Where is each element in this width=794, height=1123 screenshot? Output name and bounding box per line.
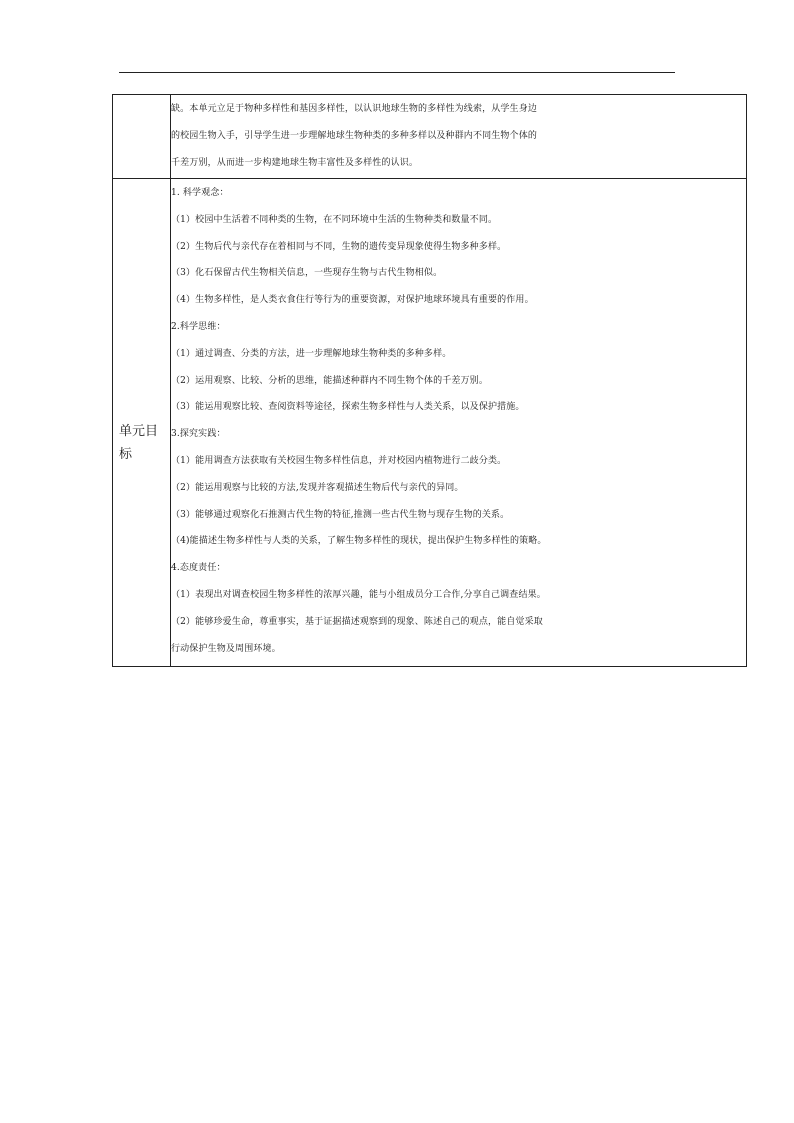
table-row-intro bbox=[113, 95, 747, 179]
header-rule bbox=[119, 72, 675, 73]
goal-heading: 3.探究实践： bbox=[171, 429, 226, 440]
table-row-goals bbox=[113, 179, 747, 667]
goals-label-cell bbox=[113, 179, 171, 667]
goal-heading: 2.科学思维： bbox=[171, 321, 226, 332]
goal-item: （1）通过调查、分类的方法，进一步理解地球生物种类的多种多样。 bbox=[171, 348, 452, 359]
goals-label: 单元目标 bbox=[119, 424, 159, 462]
goal-item: （3）化石保留古代生物相关信息，一些现存生物与古代生物相似。 bbox=[171, 268, 443, 279]
goal-item: （4)能描述生物多样性与人类的关系，了解生物多样性的现状，提出保护生物多样性的策略。 bbox=[171, 536, 547, 547]
goal-item: （1）校园中生活着不同种类的生物，在不同环境中生活的生物种类和数量不同。 bbox=[171, 214, 498, 225]
goal-item: （4）生物多样性，是人类衣食住行等行为的重要资源，对保护地球环境具有重要的作用。 bbox=[171, 295, 534, 306]
goals-content-cell bbox=[171, 179, 747, 667]
goal-item: （2）生物后代与亲代存在着相同与不同，生物的遗传变异现象使得生物多种多样。 bbox=[171, 241, 507, 252]
unit-plan-table bbox=[112, 94, 747, 667]
goal-item: （2）能运用观察与比较的方法,发现并客观描述生物后代与亲代的异同。 bbox=[171, 482, 464, 493]
goal-item: （2）运用观察、比较、分析的思维，能描述种群内不同生物个体的千差万别。 bbox=[171, 375, 488, 386]
goal-item: （3）能运用观察比较、查阅资料等途径，探索生物多样性与人类关系，以及保护措施。 bbox=[171, 402, 525, 413]
goal-item: （1）表现出对调查校园生物多样性的浓厚兴趣，能与小组成员分工合作,分享自己调查结果。 bbox=[171, 589, 546, 600]
goal-heading: 1. 科学观念： bbox=[171, 188, 229, 198]
intro-label-cell bbox=[113, 95, 171, 179]
intro-line: 缺。本单元立足于物种多样性和基因多样性，以认识地球生物的多样性为线索，从学生身边 bbox=[171, 104, 538, 114]
goal-item: （2）能够珍爱生命，尊重事实，基于证据描述观察到的现象、陈述自己的观点，能自觉采取 bbox=[171, 616, 543, 627]
intro-content-cell bbox=[171, 95, 747, 179]
goal-item: （3）能够通过观察化石推测古代生物的特征,推测一些古代生物与现存生物的关系。 bbox=[171, 509, 510, 520]
goal-item: （1）能用调查方法获取有关校园生物多样性信息，并对校园内植物进行二歧分类。 bbox=[171, 455, 507, 466]
goal-heading: 4.态度责任： bbox=[171, 563, 226, 574]
goal-item-continuation: 行动保护生物及周围环境。 bbox=[171, 643, 281, 654]
intro-line: 千差万别，从而进一步构建地球生物丰富性及多样性的认识。 bbox=[171, 157, 419, 168]
intro-line: 的校园生物入手，引导学生进一步理解地球生物种类的多种多样以及种群内不同生物个体的 bbox=[171, 130, 538, 141]
